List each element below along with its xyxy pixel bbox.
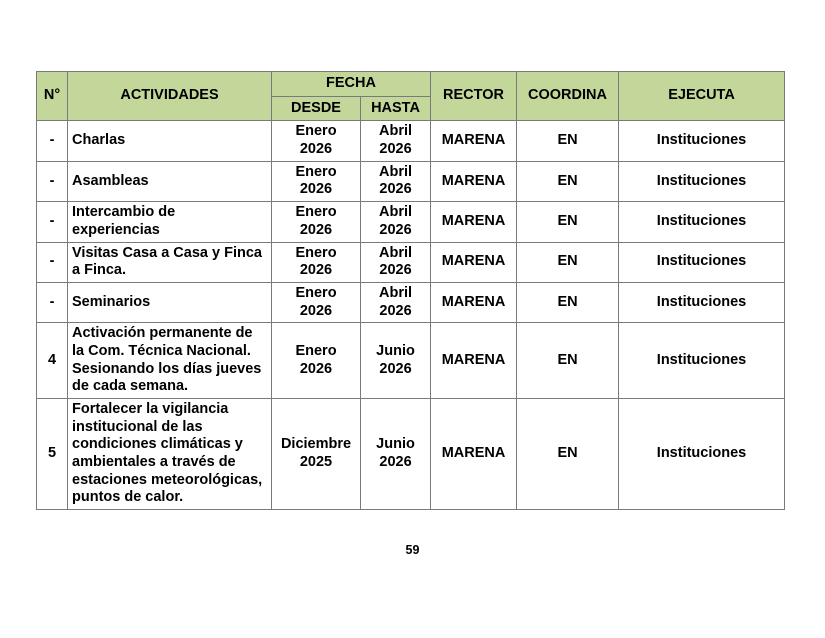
- cell-fecha-desde: [272, 399, 361, 510]
- cell-numero: -: [37, 161, 68, 201]
- cell-rector: MARENA: [431, 161, 517, 201]
- cell-rector: MARENA: [431, 399, 517, 510]
- cell-actividad: Intercambio de experiencias: [68, 202, 272, 242]
- fecha-hasta-mes: Abril: [378, 244, 413, 261]
- column-header-coordina: COORDINA: [517, 72, 619, 121]
- fecha-hasta-anio: 2026: [379, 221, 412, 238]
- cell-actividad: Activación permanente de la Com. Técnica Nacional. Sesionando los días jueves de cada semana.: [68, 323, 272, 399]
- cell-fecha-hasta: [361, 161, 431, 201]
- fecha-desde-mes: Enero: [295, 204, 337, 221]
- cell-actividad: Fortalecer la vigilancia institucional de las condiciones climáticas y ambientales a través de estaciones meteorológicas, puntos de calor.: [68, 399, 272, 510]
- cell-numero: -: [37, 202, 68, 242]
- fecha-hasta-anio: 2026: [379, 141, 412, 158]
- activities-table-container: [36, 71, 784, 510]
- cell-numero: 4: [37, 323, 68, 399]
- table-header: [37, 72, 785, 121]
- cell-fecha-hasta: [361, 323, 431, 399]
- cell-fecha-desde: [272, 282, 361, 322]
- cell-coordina: EN: [517, 282, 619, 322]
- column-header-hasta: HASTA: [361, 96, 431, 121]
- cell-fecha-desde: [272, 121, 361, 161]
- cell-actividad: Visitas Casa a Casa y Finca a Finca.: [68, 242, 272, 282]
- fecha-hasta-mes: Abril: [378, 204, 413, 221]
- fecha-desde-mes: Diciembre: [280, 436, 352, 453]
- column-header-actividades: ACTIVIDADES: [68, 72, 272, 121]
- cell-fecha-hasta: [361, 282, 431, 322]
- cell-numero: -: [37, 282, 68, 322]
- cell-coordina: EN: [517, 399, 619, 510]
- cell-ejecuta: Instituciones: [619, 121, 785, 161]
- cell-numero: 5: [37, 399, 68, 510]
- fecha-hasta-mes: Abril: [378, 123, 413, 140]
- table-row: [37, 282, 785, 322]
- cell-coordina: EN: [517, 242, 619, 282]
- cell-fecha-hasta: [361, 202, 431, 242]
- cell-coordina: EN: [517, 202, 619, 242]
- fecha-hasta-mes: Abril: [378, 163, 413, 180]
- cell-ejecuta: Instituciones: [619, 161, 785, 201]
- activities-table: [36, 71, 785, 510]
- fecha-hasta-anio: 2026: [379, 454, 412, 471]
- fecha-desde-anio: 2026: [299, 360, 333, 377]
- fecha-hasta-anio: 2026: [379, 262, 412, 279]
- table-row: [37, 121, 785, 161]
- cell-actividad: Charlas: [68, 121, 272, 161]
- fecha-desde-anio: 2026: [299, 181, 333, 198]
- fecha-hasta-mes: Abril: [378, 284, 413, 301]
- fecha-desde-mes: Enero: [295, 163, 337, 180]
- cell-ejecuta: Instituciones: [619, 323, 785, 399]
- cell-actividad: Seminarios: [68, 282, 272, 322]
- table-header-row-1: [37, 72, 785, 97]
- fecha-hasta-mes: Junio: [376, 436, 415, 453]
- fecha-hasta-mes: Junio: [376, 342, 415, 359]
- cell-fecha-hasta: [361, 121, 431, 161]
- cell-fecha-desde: [272, 323, 361, 399]
- cell-fecha-desde: [272, 242, 361, 282]
- cell-coordina: EN: [517, 121, 619, 161]
- column-header-desde: DESDE: [272, 96, 361, 121]
- cell-fecha-desde: [272, 161, 361, 201]
- table-row: [37, 242, 785, 282]
- fecha-desde-mes: Enero: [295, 284, 337, 301]
- fecha-desde-anio: 2026: [299, 302, 333, 319]
- cell-ejecuta: Instituciones: [619, 242, 785, 282]
- fecha-desde-mes: Enero: [295, 342, 337, 359]
- cell-ejecuta: Instituciones: [619, 399, 785, 510]
- column-header-rector: RECTOR: [431, 72, 517, 121]
- table-row: [37, 161, 785, 201]
- column-header-fecha: FECHA: [272, 72, 431, 97]
- cell-rector: MARENA: [431, 282, 517, 322]
- column-header-numero: N°: [37, 72, 68, 121]
- table-row: [37, 202, 785, 242]
- table-body: [37, 121, 785, 510]
- cell-ejecuta: Instituciones: [619, 202, 785, 242]
- table-row: [37, 399, 785, 510]
- fecha-desde-mes: Enero: [295, 244, 337, 261]
- cell-fecha-desde: [272, 202, 361, 242]
- fecha-desde-anio: 2025: [299, 454, 333, 471]
- table-row: [37, 323, 785, 399]
- cell-rector: MARENA: [431, 202, 517, 242]
- cell-coordina: EN: [517, 323, 619, 399]
- column-header-ejecuta: EJECUTA: [619, 72, 785, 121]
- cell-rector: MARENA: [431, 242, 517, 282]
- cell-ejecuta: Instituciones: [619, 282, 785, 322]
- cell-rector: MARENA: [431, 323, 517, 399]
- page-number: 59: [405, 543, 420, 557]
- cell-numero: -: [37, 121, 68, 161]
- fecha-hasta-anio: 2026: [379, 181, 412, 198]
- fecha-desde-mes: Enero: [295, 123, 337, 140]
- cell-fecha-hasta: [361, 399, 431, 510]
- fecha-desde-anio: 2026: [299, 141, 333, 158]
- fecha-hasta-anio: 2026: [379, 302, 412, 319]
- cell-coordina: EN: [517, 161, 619, 201]
- fecha-hasta-anio: 2026: [379, 360, 412, 377]
- cell-numero: -: [37, 242, 68, 282]
- cell-fecha-hasta: [361, 242, 431, 282]
- fecha-desde-anio: 2026: [299, 262, 333, 279]
- cell-rector: MARENA: [431, 121, 517, 161]
- fecha-desde-anio: 2026: [299, 221, 333, 238]
- cell-actividad: Asambleas: [68, 161, 272, 201]
